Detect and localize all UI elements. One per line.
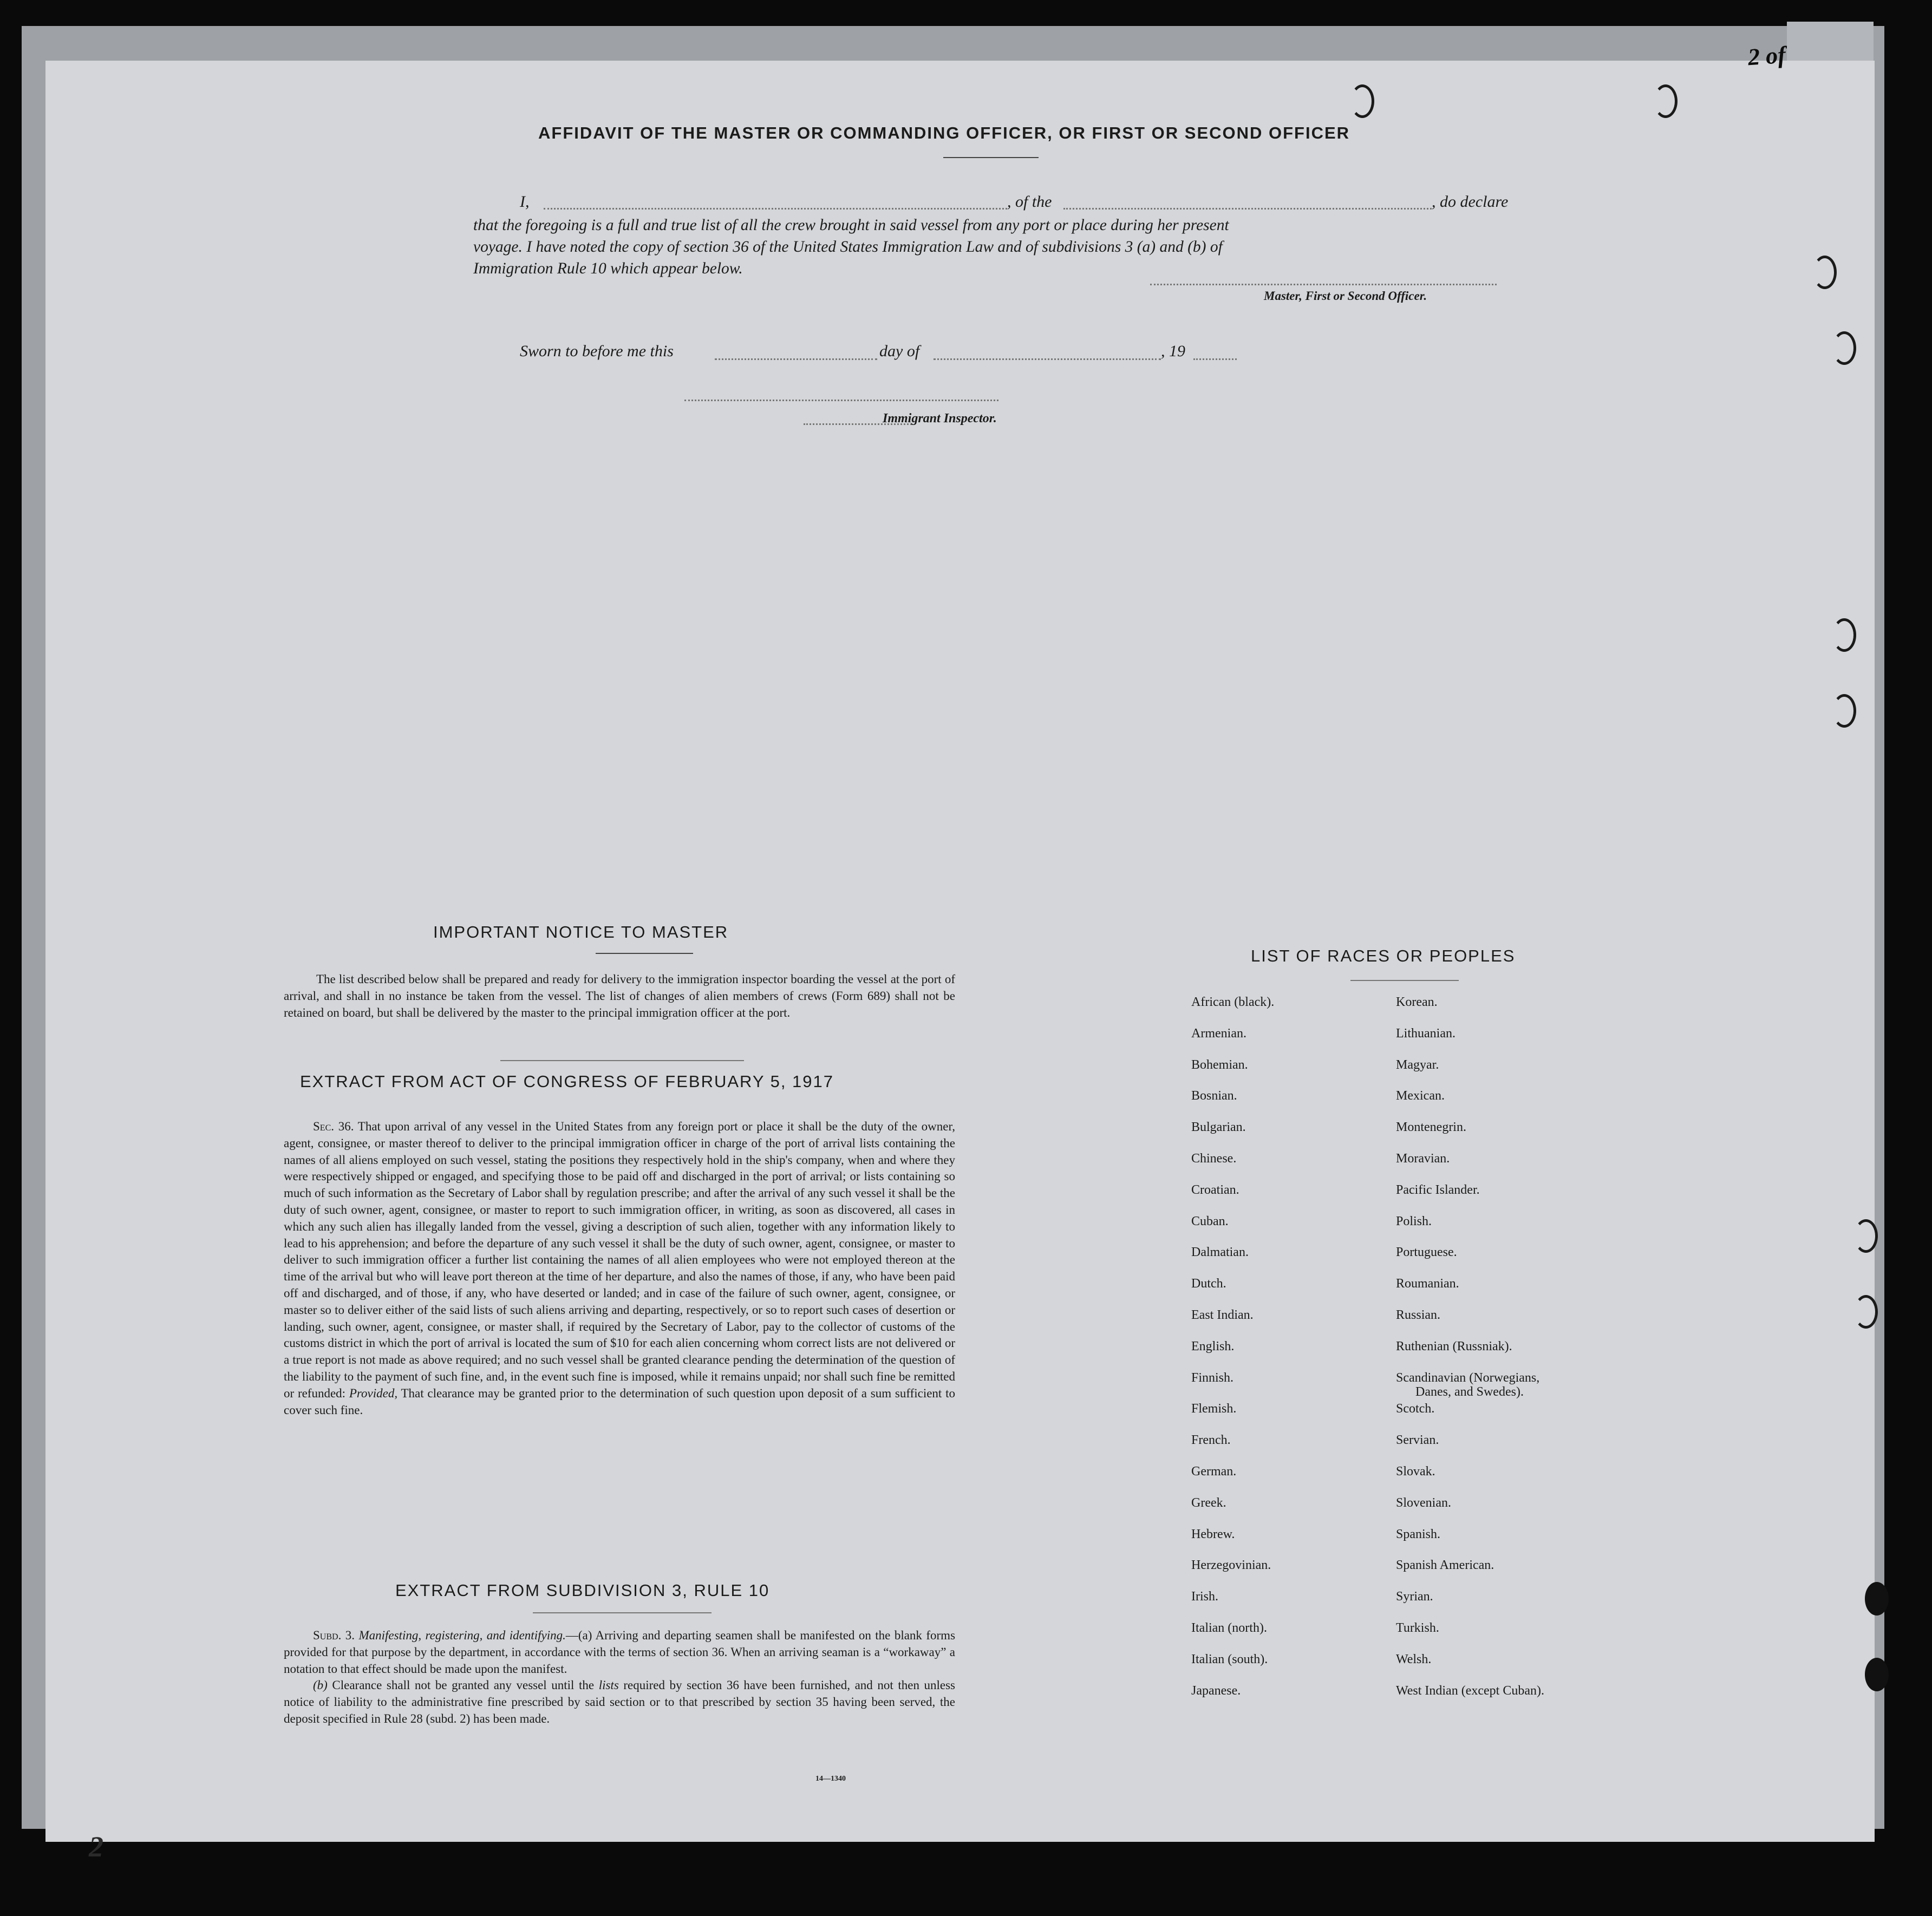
subd-3-label: Subd. 3.	[313, 1629, 355, 1642]
rule-extract-body	[284, 1627, 955, 1728]
affidavit-line-4: Immigration Rule 10 which appear below.	[473, 260, 743, 277]
race-item: African (black).	[1191, 995, 1275, 1009]
punch-hole	[1832, 694, 1856, 728]
race-item: Spanish American.	[1396, 1558, 1494, 1573]
race-item: Greek.	[1191, 1495, 1226, 1510]
corner-handwritten-mark: 2 of	[1747, 41, 1787, 71]
subd-3-b-label: (b)	[313, 1678, 328, 1692]
notice-body-text: The list described below shall be prepared and ready for delivery to the immigration inspector boarding the vessel at the port of arrival, and shall in no instance be taken from the vessel. The list of changes of alien members of crews (Form 689) shall not be retained on board, but shall be delivered by the master to the principal immigration officer at the port.	[284, 972, 955, 1019]
form-number: 14—1340	[815, 1775, 846, 1783]
rule-extract-title: EXTRACT FROM SUBDIVISION 3, RULE 10	[395, 1581, 770, 1600]
inspector-label: Immigrant Inspector.	[883, 411, 997, 426]
signature-label: Master, First or Second Officer.	[1264, 289, 1427, 303]
handwritten-page-mark: 2	[89, 1830, 103, 1863]
sworn-day-line[interactable]	[715, 358, 877, 360]
race-item: Irish.	[1191, 1590, 1218, 1604]
notice-divider	[500, 1060, 744, 1061]
race-item: Roumanian.	[1396, 1277, 1459, 1291]
sworn-year-prefix: , 19	[1161, 342, 1185, 360]
affidavit-title-rule	[943, 157, 1039, 158]
race-item: East Indian.	[1191, 1308, 1254, 1322]
section-36-text: That upon arrival of any vessel in the United States from any foreign port or place it shall be the duty of the owner, agent, consignee, or master thereof to deliver to the principal immigration officer in charge of the port of arrival lists containing the names of all aliens employed on such vessel, stating the positions they respectively hold in the ship's company, when and where they were respectively shipped or engaged, and specifying those to be paid off and discharged in the port of arrival; or lists containing so much of such information as the Secretary of Labor shall by regulation prescribe; and after the arrival of any such vessel it shall be the duty of such owner, agent, consignee, or master to report to such immigration officer, in writing, as soon as discovered, all cases in which any such alien has illegally landed from the vessel, giving a description of such alien, together with any information likely to lead to his apprehension; and before the departure of any such vessel it shall be the duty of such owner, agent, consignee, or master to deliver to such immigration officer a further list containing the names of all alien employees who were not employed thereon at the time of the arrival but who will leave port thereon at the time of her departure, and also the names of those, if any, who have been paid off and discharged, and of those, if any, who have deserted or landed; and in case of the failure of such owner, agent, consignee, or master so to deliver either of the said lists of such aliens arriving and departing, respectively, or so to report such cases of desertion or landing, such owner, agent, consignee, or master shall, if required by the Secretary of Labor, pay to the collector of customs of the customs district in which the port of arrival is located the sum of $10 for each alien concerning whom correct lists are not delivered or a true report is not made as above required; and no such vessel shall be granted clearance pending the determination of the question of the liability to the payment of such fine, and, in the event such fine is imposed, while it remains unpaid; nor shall such fine be remitted or refunded:	[284, 1120, 955, 1400]
notice-body	[284, 971, 955, 1021]
race-item: Cuban.	[1191, 1214, 1229, 1228]
affidavit-i-prefix: I,	[520, 193, 530, 211]
race-item: Flemish.	[1191, 1402, 1237, 1416]
punch-hole	[1865, 1658, 1889, 1691]
race-item: Hebrew.	[1191, 1527, 1235, 1541]
punch-hole	[1854, 1295, 1878, 1329]
affidavit-line-3: voyage. I have noted the copy of section 36 of the United States Immigration Law and of subdivisions 3 (a) and (b) of	[473, 238, 1223, 256]
race-item: Croatian.	[1191, 1182, 1239, 1197]
punch-hole	[1813, 256, 1837, 289]
inspector-signature-line[interactable]	[684, 400, 998, 401]
sworn-month-line[interactable]	[934, 358, 1161, 360]
race-item: Polish.	[1396, 1214, 1432, 1228]
race-item: Lithuanian.	[1396, 1026, 1455, 1041]
signature-line[interactable]	[1150, 284, 1497, 285]
sworn-day-of: day of	[879, 342, 920, 360]
race-item: Bohemian.	[1191, 1057, 1248, 1072]
declarant-name-line[interactable]	[544, 208, 1007, 210]
punch-hole	[1832, 331, 1856, 365]
sworn-year-line[interactable]	[1193, 358, 1237, 360]
sworn-prefix: Sworn to before me this	[520, 342, 674, 360]
race-item: Ruthenian (Russniak).	[1396, 1339, 1512, 1353]
subd-3-heading: Manifesting, registering, and identifying.	[358, 1629, 566, 1642]
race-item: German.	[1191, 1464, 1237, 1479]
race-item: English.	[1191, 1339, 1235, 1353]
race-item: Magyar.	[1396, 1057, 1439, 1072]
race-item: Italian (north).	[1191, 1621, 1267, 1635]
notice-title: IMPORTANT NOTICE TO MASTER	[433, 923, 729, 941]
affidavit-do-declare: , do declare	[1432, 193, 1509, 211]
race-item: Slovak.	[1396, 1464, 1435, 1479]
race-item: Herzegovinian.	[1191, 1558, 1271, 1573]
provided-clause-text: That clearance may be granted prior to the determination of such question upon deposit of a sum sufficient to cover such fine.	[284, 1386, 955, 1417]
race-item: Italian (south).	[1191, 1652, 1268, 1666]
race-item: Bulgarian.	[1191, 1120, 1246, 1135]
races-title-rule	[1350, 980, 1459, 981]
vessel-name-line[interactable]	[1063, 208, 1432, 210]
race-item: Spanish.	[1396, 1527, 1441, 1541]
race-item: Chinese.	[1191, 1152, 1237, 1166]
race-item: Russian.	[1396, 1308, 1441, 1322]
act-extract-title: EXTRACT FROM ACT OF CONGRESS OF FEBRUARY 5, 1917	[300, 1072, 834, 1091]
punch-hole	[1854, 1219, 1878, 1253]
rule-extract-title-rule	[533, 1612, 712, 1613]
affidavit-title: AFFIDAVIT OF THE MASTER OR COMMANDING OFFICER, OR FIRST OR SECOND OFFICER	[538, 123, 1350, 142]
race-item: Montenegrin.	[1396, 1120, 1466, 1135]
race-item: Japanese.	[1191, 1683, 1241, 1698]
race-item: Bosnian.	[1191, 1089, 1237, 1103]
provided-clause-label: Provided,	[349, 1386, 398, 1400]
race-item: Turkish.	[1396, 1621, 1439, 1635]
notice-title-rule	[596, 953, 693, 954]
race-item: Finnish.	[1191, 1370, 1234, 1385]
race-item: Korean.	[1396, 995, 1438, 1009]
race-item: Scotch.	[1396, 1402, 1435, 1416]
race-item: Welsh.	[1396, 1652, 1432, 1666]
punch-hole	[1654, 84, 1678, 118]
race-item: Servian.	[1396, 1433, 1439, 1448]
race-item: Mexican.	[1396, 1089, 1445, 1103]
subd-3-a-label: —(a)	[565, 1629, 592, 1642]
subd-3-a-text: Arriving and departing seamen shall be manifested on the blank forms provided for that purpose by the department, in accordance with the terms of section 36. When an arriving seaman is a “workaway” a notation to that effect should be made upon the manifest.	[284, 1629, 956, 1676]
subd-3-b-text-2: required by section 36 have been furnished, and not then unless notice of liability to the administrative fine prescribed by said section or to that prescribed by section 35 having been served, the deposit specified in Rule 28 (subd. 2) has been made.	[284, 1678, 956, 1725]
race-item: Portuguese.	[1396, 1245, 1457, 1260]
affidavit-of-the: , of the	[1007, 193, 1052, 211]
race-item: Slovenian.	[1396, 1495, 1451, 1510]
race-item: French.	[1191, 1433, 1231, 1448]
race-item: Moravian.	[1396, 1152, 1450, 1166]
races-title: LIST OF RACES OR PEOPLES	[1251, 946, 1516, 965]
affidavit-line-2: that the foregoing is a full and true list of all the crew brought in said vessel from any port or place during her present	[473, 217, 1229, 234]
race-item: West Indian (except Cuban).	[1396, 1683, 1544, 1698]
subd-3-b-lists: lists	[598, 1678, 619, 1692]
race-item: Syrian.	[1396, 1590, 1433, 1604]
punch-hole	[1832, 618, 1856, 652]
act-extract-body	[284, 1119, 955, 1418]
subd-3-b-text-1: Clearance shall not be granted any vessel until the	[332, 1678, 595, 1692]
race-item: Dutch.	[1191, 1277, 1226, 1291]
race-item: Scandinavian (Norwegians,	[1396, 1370, 1540, 1385]
punch-hole	[1865, 1582, 1889, 1616]
form-sheet	[45, 61, 1875, 1842]
punch-hole	[1350, 84, 1374, 118]
section-36-label: Sec. 36.	[313, 1120, 354, 1133]
race-item: Dalmatian.	[1191, 1245, 1249, 1260]
race-item-continuation: Danes, and Swedes).	[1415, 1384, 1524, 1399]
race-item: Pacific Islander.	[1396, 1182, 1480, 1197]
race-item: Armenian.	[1191, 1026, 1246, 1041]
